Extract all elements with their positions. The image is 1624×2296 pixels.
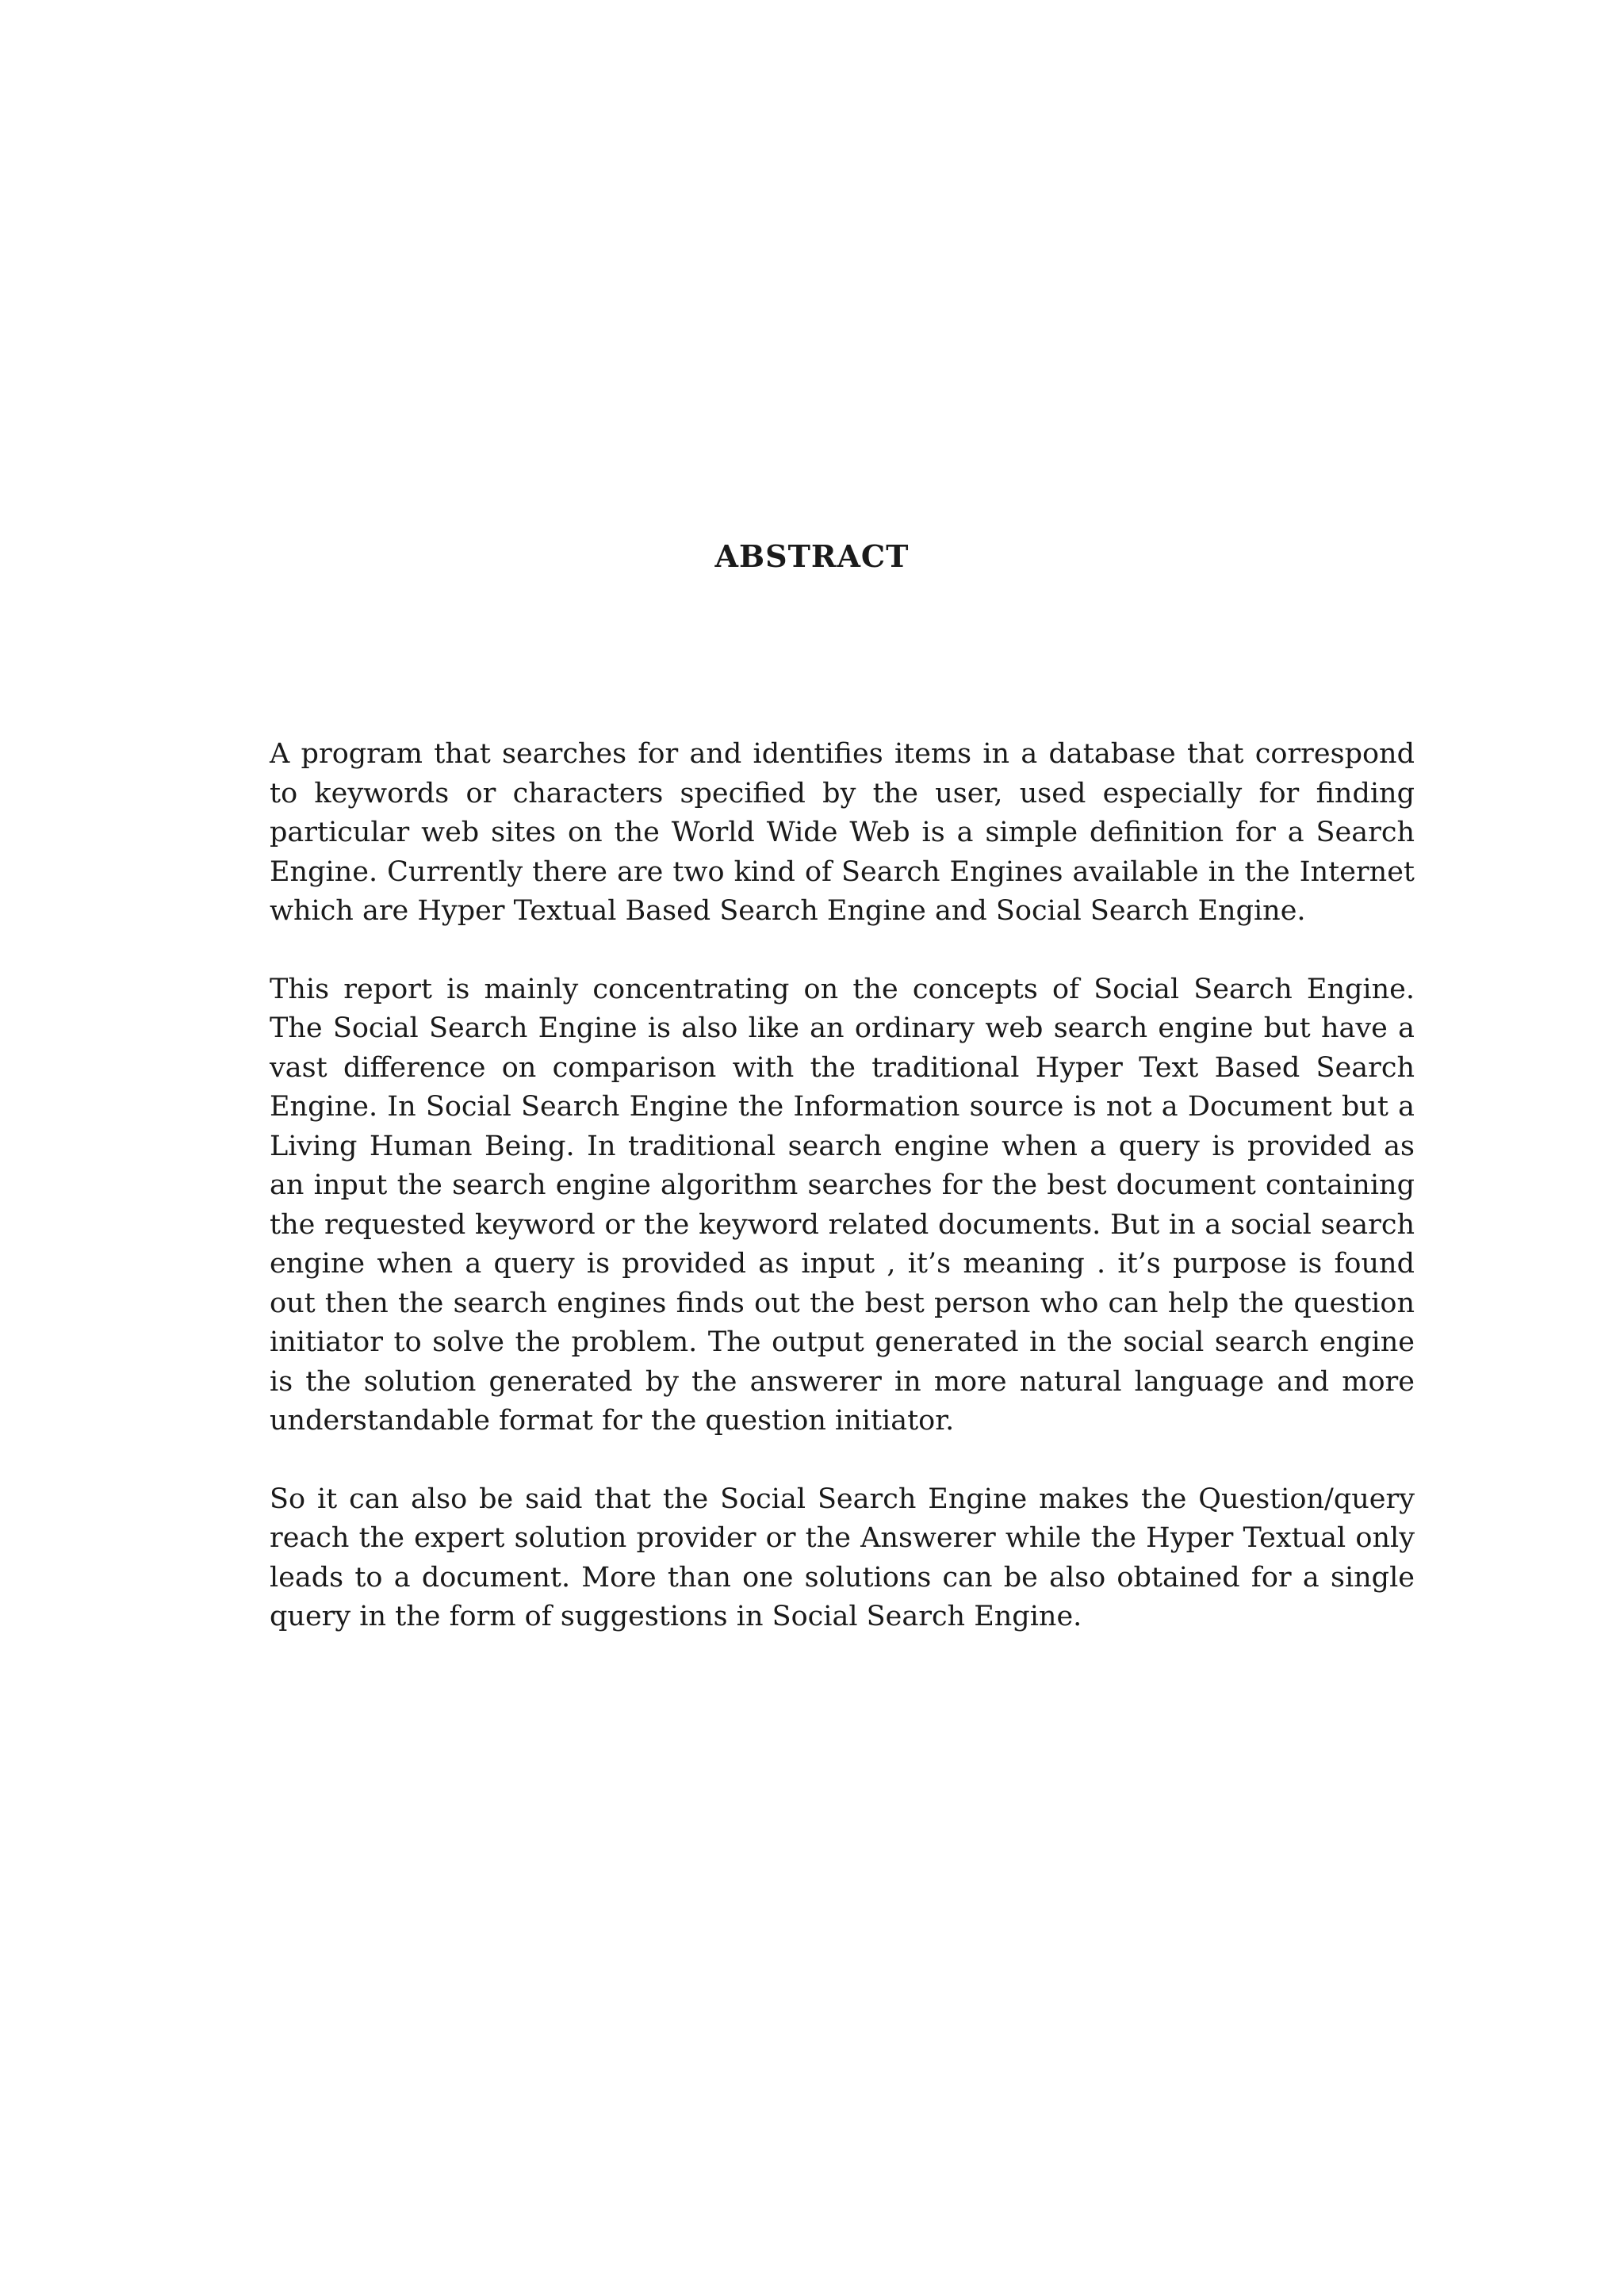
paragraph-1: A program that searches for and identifies items in a database that correspond to keywords or characters specified by the user, used especially for finding particular web sites on the World Wide Web is a simple definition for a Search Engine. Currently there are two kind of Search Engines available in the Internet which are Hyper Textual Based Search Engine and Social Search Engine. <box>270 738 1415 927</box>
paragraph-3: So it can also be said that the Social Search Engine makes the Question/query reach the expert solution provider or the Answerer while the Hyper Textual only leads to a document. More than one solutions can be also obtained for a single query in the form of suggestions in Social Search Engine. <box>270 1483 1415 1632</box>
abstract-body <box>270 735 1415 1676</box>
paragraph-2: This report is mainly concentrating on the concepts of Social Search Engine. The Social Search Engine is also like an ordinary web search engine but have a vast difference on comparison with the traditional Hyper Text Based Search Engine. In Social Search Engine the Information source is not a Document but a Living Human Being. In traditional search engine when a query is provided as an input the search engine algorithm searches for the best document containing the requested keyword or the keyword related documents. But in a social search engine when a query is provided as input , it’s meaning . it’s purpose is found out then the search engines finds out the best person who can help the question initiator to solve the problem. The output generated in the social search engine is the solution generated by the answerer in more natural language and more understandable format for the question initiator. <box>270 973 1415 1437</box>
page-title: ABSTRACT <box>714 538 910 574</box>
